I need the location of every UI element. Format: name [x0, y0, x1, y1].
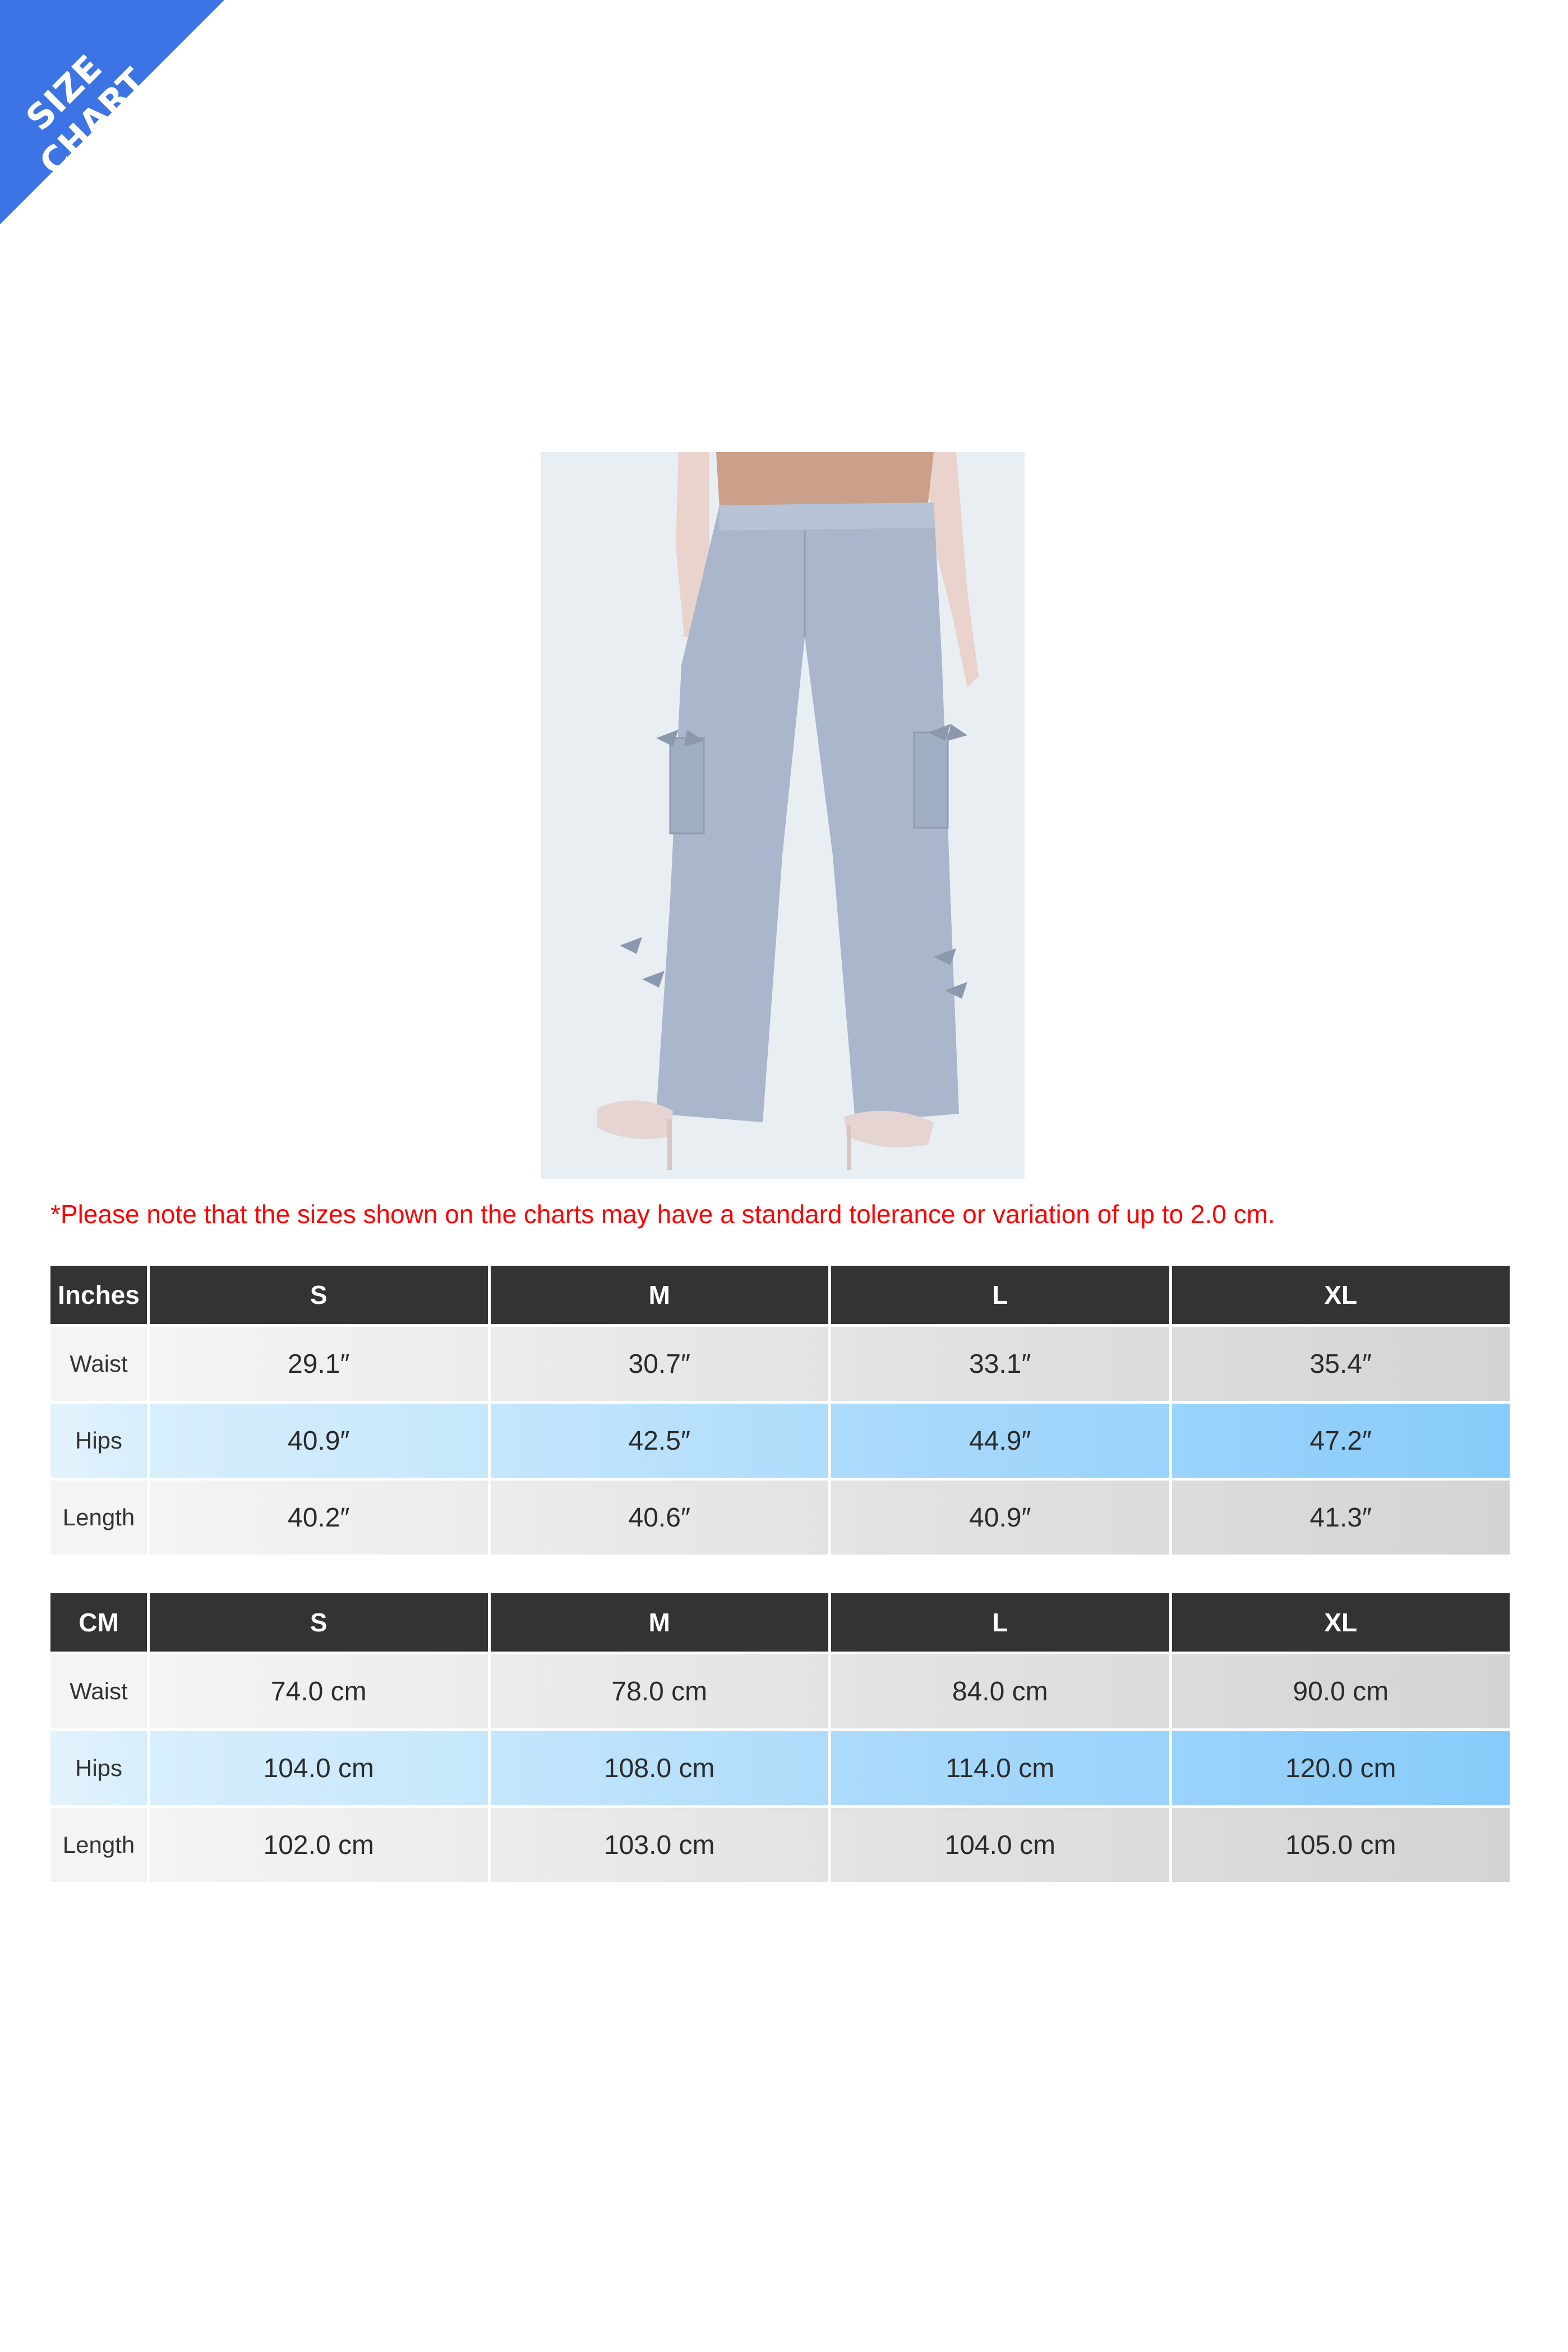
table-header-row — [50, 1266, 1510, 1324]
row-label: Hips — [50, 1404, 147, 1478]
table-header-row — [50, 1593, 1510, 1652]
measurement-cell: 41.3″ — [1172, 1481, 1510, 1555]
row-label: Length — [50, 1808, 147, 1882]
measurement-cell: 33.1″ — [831, 1327, 1169, 1401]
table-row-waist — [50, 1327, 1510, 1401]
size-chart-badge — [0, 0, 224, 224]
measurement-cell: 40.6″ — [491, 1481, 829, 1555]
measurement-cell: 120.0 cm — [1172, 1731, 1510, 1805]
table-row-hips — [50, 1731, 1510, 1805]
size-header: M — [491, 1266, 829, 1324]
table-row-waist — [50, 1654, 1510, 1728]
measurement-cell: 105.0 cm — [1172, 1808, 1510, 1882]
unit-label: Inches — [50, 1266, 147, 1324]
size-table-inches — [48, 1263, 1512, 1557]
measurement-cell: 90.0 cm — [1172, 1654, 1510, 1728]
measurement-cell: 40.9″ — [150, 1404, 488, 1478]
size-header: XL — [1172, 1593, 1510, 1652]
measurement-cell: 104.0 cm — [150, 1731, 488, 1805]
row-label: Hips — [50, 1731, 147, 1805]
measurement-cell: 29.1″ — [150, 1327, 488, 1401]
measurement-cell: 114.0 cm — [831, 1731, 1169, 1805]
measurement-cell: 103.0 cm — [491, 1808, 829, 1882]
row-label: Waist — [50, 1654, 147, 1728]
measurement-cell: 40.2″ — [150, 1481, 488, 1555]
row-label: Waist — [50, 1327, 147, 1401]
product-image — [541, 452, 1025, 1179]
measurement-cell: 102.0 cm — [150, 1808, 488, 1882]
table-row-length — [50, 1481, 1510, 1555]
measurement-cell: 104.0 cm — [831, 1808, 1169, 1882]
jeans-illustration-icon — [541, 452, 1025, 1179]
unit-label: CM — [50, 1593, 147, 1652]
measurement-cell: 108.0 cm — [491, 1731, 829, 1805]
size-header: S — [150, 1593, 488, 1652]
table-row-hips — [50, 1404, 1510, 1478]
measurement-cell: 44.9″ — [831, 1404, 1169, 1478]
measurement-cell: 42.5″ — [491, 1404, 829, 1478]
row-label: Length — [50, 1481, 147, 1555]
measurement-cell: 78.0 cm — [491, 1654, 829, 1728]
size-header: L — [831, 1266, 1169, 1324]
measurement-cell: 47.2″ — [1172, 1404, 1510, 1478]
measurement-cell: 30.7″ — [491, 1327, 829, 1401]
measurement-cell: 40.9″ — [831, 1481, 1169, 1555]
size-header: XL — [1172, 1266, 1510, 1324]
size-header: L — [831, 1593, 1169, 1652]
table-row-length — [50, 1808, 1510, 1882]
measurement-cell: 74.0 cm — [150, 1654, 488, 1728]
size-header: S — [150, 1266, 488, 1324]
measurement-cell: 35.4″ — [1172, 1327, 1510, 1401]
measurement-cell: 84.0 cm — [831, 1654, 1169, 1728]
size-table-cm — [48, 1590, 1512, 1885]
badge-label: SIZE CHART — [18, 47, 155, 183]
tolerance-note: *Please note that the sizes shown on the charts may have a standard tolerance or variation of up to 2.0 cm. — [50, 1200, 1275, 1229]
size-header: M — [491, 1593, 829, 1652]
